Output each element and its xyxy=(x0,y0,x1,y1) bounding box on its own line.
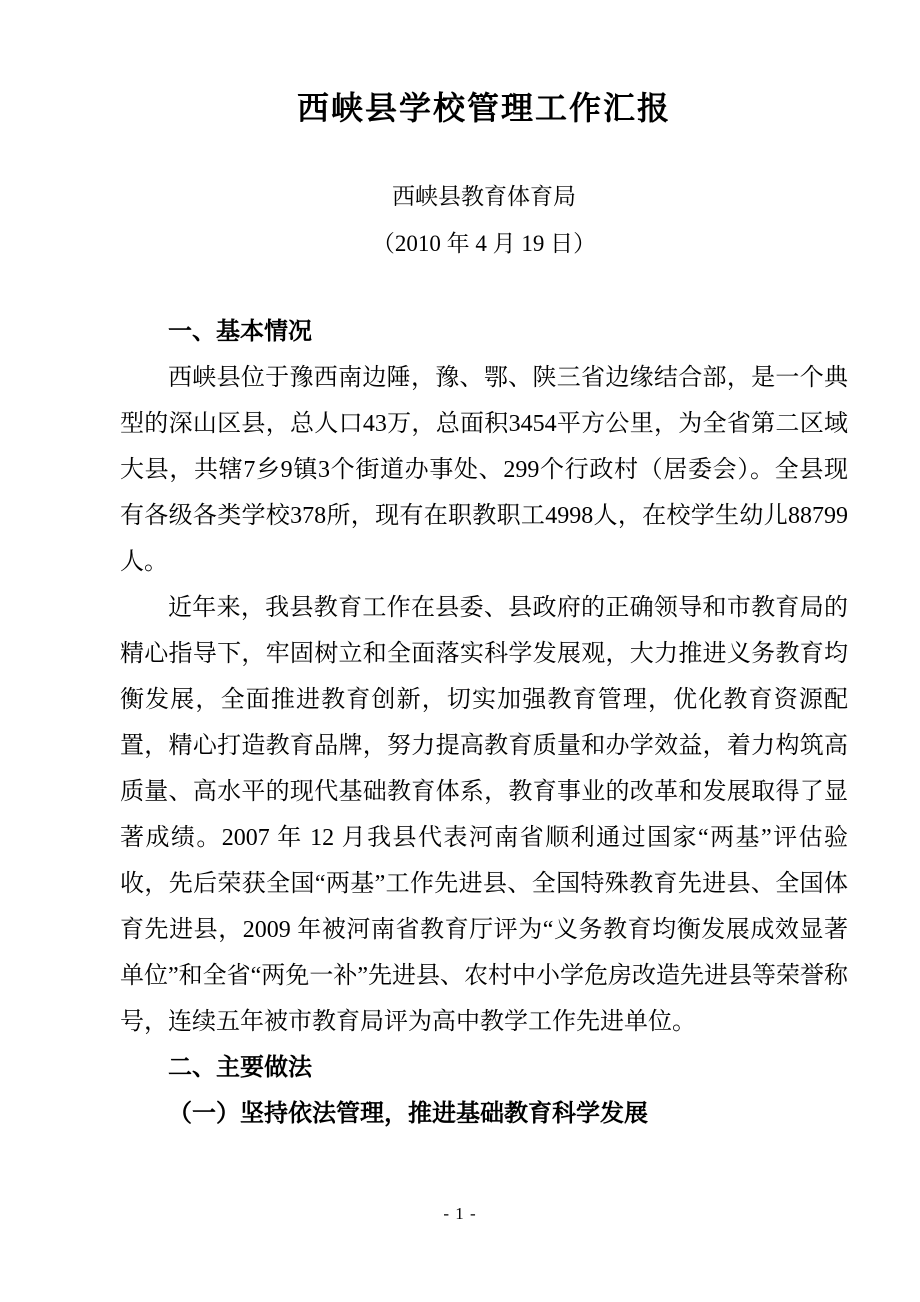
page-number: - 1 - xyxy=(443,1204,477,1223)
document-dateline: （2010 年 4 月 19 日） xyxy=(371,231,597,257)
document-byline: 西峡县教育体育局 xyxy=(392,183,576,209)
document-body xyxy=(120,309,848,1137)
section-heading-1: 一、基本情况 xyxy=(168,319,312,346)
subsection-heading-2-1: （一）坚持依法管理，推进基础教育科学发展 xyxy=(168,1101,648,1128)
body-paragraph-2: 近年来，我县教育工作在县委、县政府的正确领导和市教育局的精心指导下，牢固树立和全面落实科学发展观，大力推进义务教育均衡发展，全面推进教育创新，切实加强教育管理，优化教育资源配置，精心打造教育品牌，努力提高教育质量和办学效益，着力构筑高质量、高水平的现代基础教育体系，教育事业的改革和发展取得了显著成绩。2007 年 12 月我县代表河南省顺利通过国家“两基”评估验收，先后荣获全国“两基”工作先进县、全国特殊教育先进县、全国体育先进县，2009 年被河南省教育厅评为“义务教育均衡发展成效显著单位”和全省“两免一补”先进县、农村中小学危房改造先进县等荣誉称号，连续五年被市教育局评为高中教学工作先进单位。 xyxy=(120,595,848,1036)
document-title: 西峡县学校管理工作汇报 xyxy=(296,90,671,126)
section-heading-2: 二、主要做法 xyxy=(168,1055,312,1082)
body-paragraph-1: 西峡县位于豫西南边陲，豫、鄂、陕三省边缘结合部，是一个典型的深山区县，总人口43万，总面积3454平方公里，为全省第二区域大县，共辖7乡9镇3个街道办事处、299个行政村（居委会）。全县现有各级各类学校378所，现有在职教职工4998人，在校学生幼儿88799人。 xyxy=(120,365,848,576)
